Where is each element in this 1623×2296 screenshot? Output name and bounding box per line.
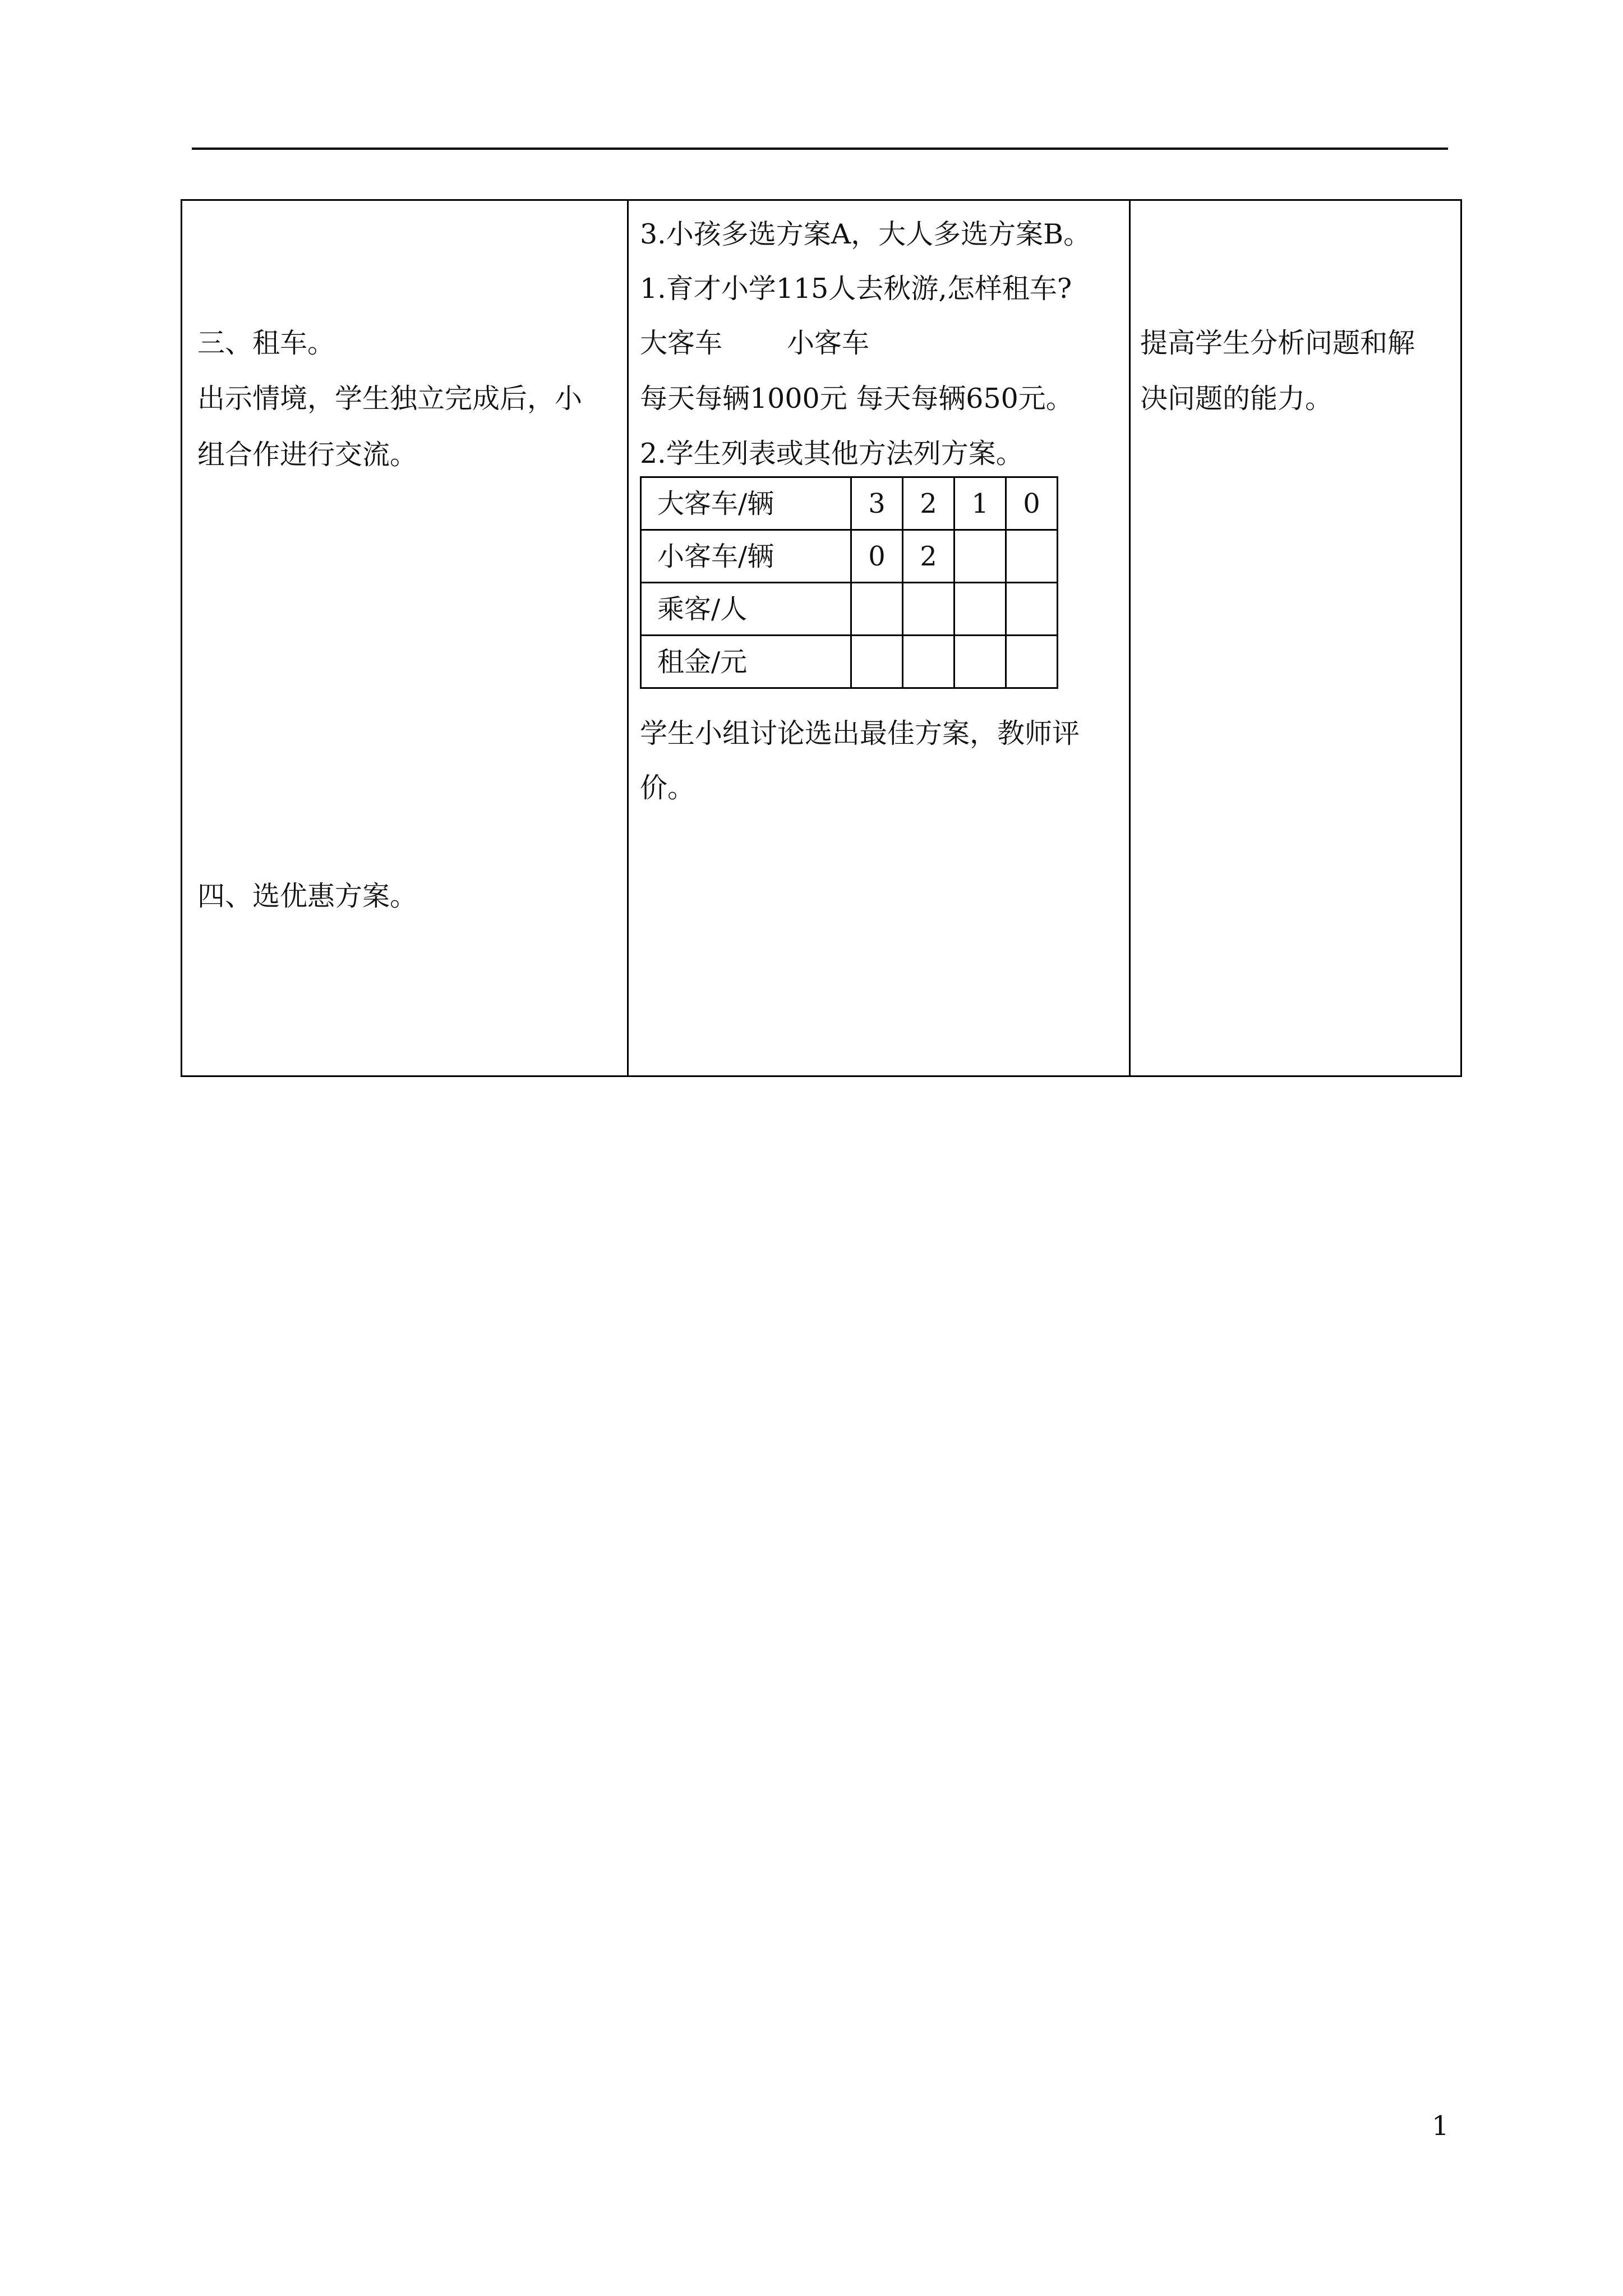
- problem-statement: 1.育才小学115人去秋游,怎样租车?: [640, 273, 1072, 305]
- header-rule: [192, 148, 1448, 150]
- teaching-goal-line: 提高学生分析问题和解: [1140, 327, 1415, 359]
- middle-text-line: 3.小孩多选方案A，大人多选方案B。: [640, 218, 1091, 250]
- table-row: [641, 636, 1058, 688]
- price-line: 每天每辆1000元 每天每辆650元。: [640, 383, 1073, 415]
- table-row: [641, 477, 1058, 530]
- row-label: 小客车/辆: [641, 530, 851, 583]
- table-cell: 2: [903, 477, 955, 530]
- table-cell: [955, 530, 1006, 583]
- row-label: 乘客/人: [641, 583, 851, 636]
- table-cell: 1: [955, 477, 1006, 530]
- page-number: 1: [1432, 2110, 1449, 2142]
- table-cell: 2: [903, 530, 955, 583]
- table-cell: [903, 583, 955, 636]
- middle-text-line: 价。: [640, 772, 695, 804]
- table-row: [641, 530, 1058, 583]
- section-heading-rent-car: 三、租车。: [197, 327, 335, 359]
- left-text-line: 出示情境，学生独立完成后，小: [197, 383, 583, 415]
- table-cell: 0: [1006, 477, 1058, 530]
- middle-text-line: 学生小组讨论选出最佳方案，教师评: [640, 717, 1080, 749]
- section-heading-discount-plan: 四、选优惠方案。: [197, 880, 418, 912]
- table-cell: [1006, 583, 1058, 636]
- left-text-line: 组合作进行交流。: [197, 439, 418, 471]
- table-cell: [1006, 530, 1058, 583]
- middle-text-line: 2.学生列表或其他方法列方案。: [640, 438, 1023, 470]
- table-cell: 3: [851, 477, 903, 530]
- bus-type-small: 小客车: [787, 327, 870, 359]
- table-row: [641, 583, 1058, 636]
- table-cell: [1006, 636, 1058, 688]
- table-cell: [851, 636, 903, 688]
- row-label: 大客车/辆: [641, 477, 851, 530]
- table-cell: [851, 583, 903, 636]
- column-divider-2: [1129, 201, 1131, 1075]
- table-cell: [903, 636, 955, 688]
- table-cell: [955, 583, 1006, 636]
- column-divider-1: [627, 201, 629, 1075]
- table-cell: [955, 636, 1006, 688]
- bus-type-large: 大客车: [640, 327, 723, 359]
- plan-table: [640, 476, 1058, 689]
- row-label: 租金/元: [641, 636, 851, 688]
- teaching-goal-line: 决问题的能力。: [1140, 383, 1333, 415]
- table-cell: 0: [851, 530, 903, 583]
